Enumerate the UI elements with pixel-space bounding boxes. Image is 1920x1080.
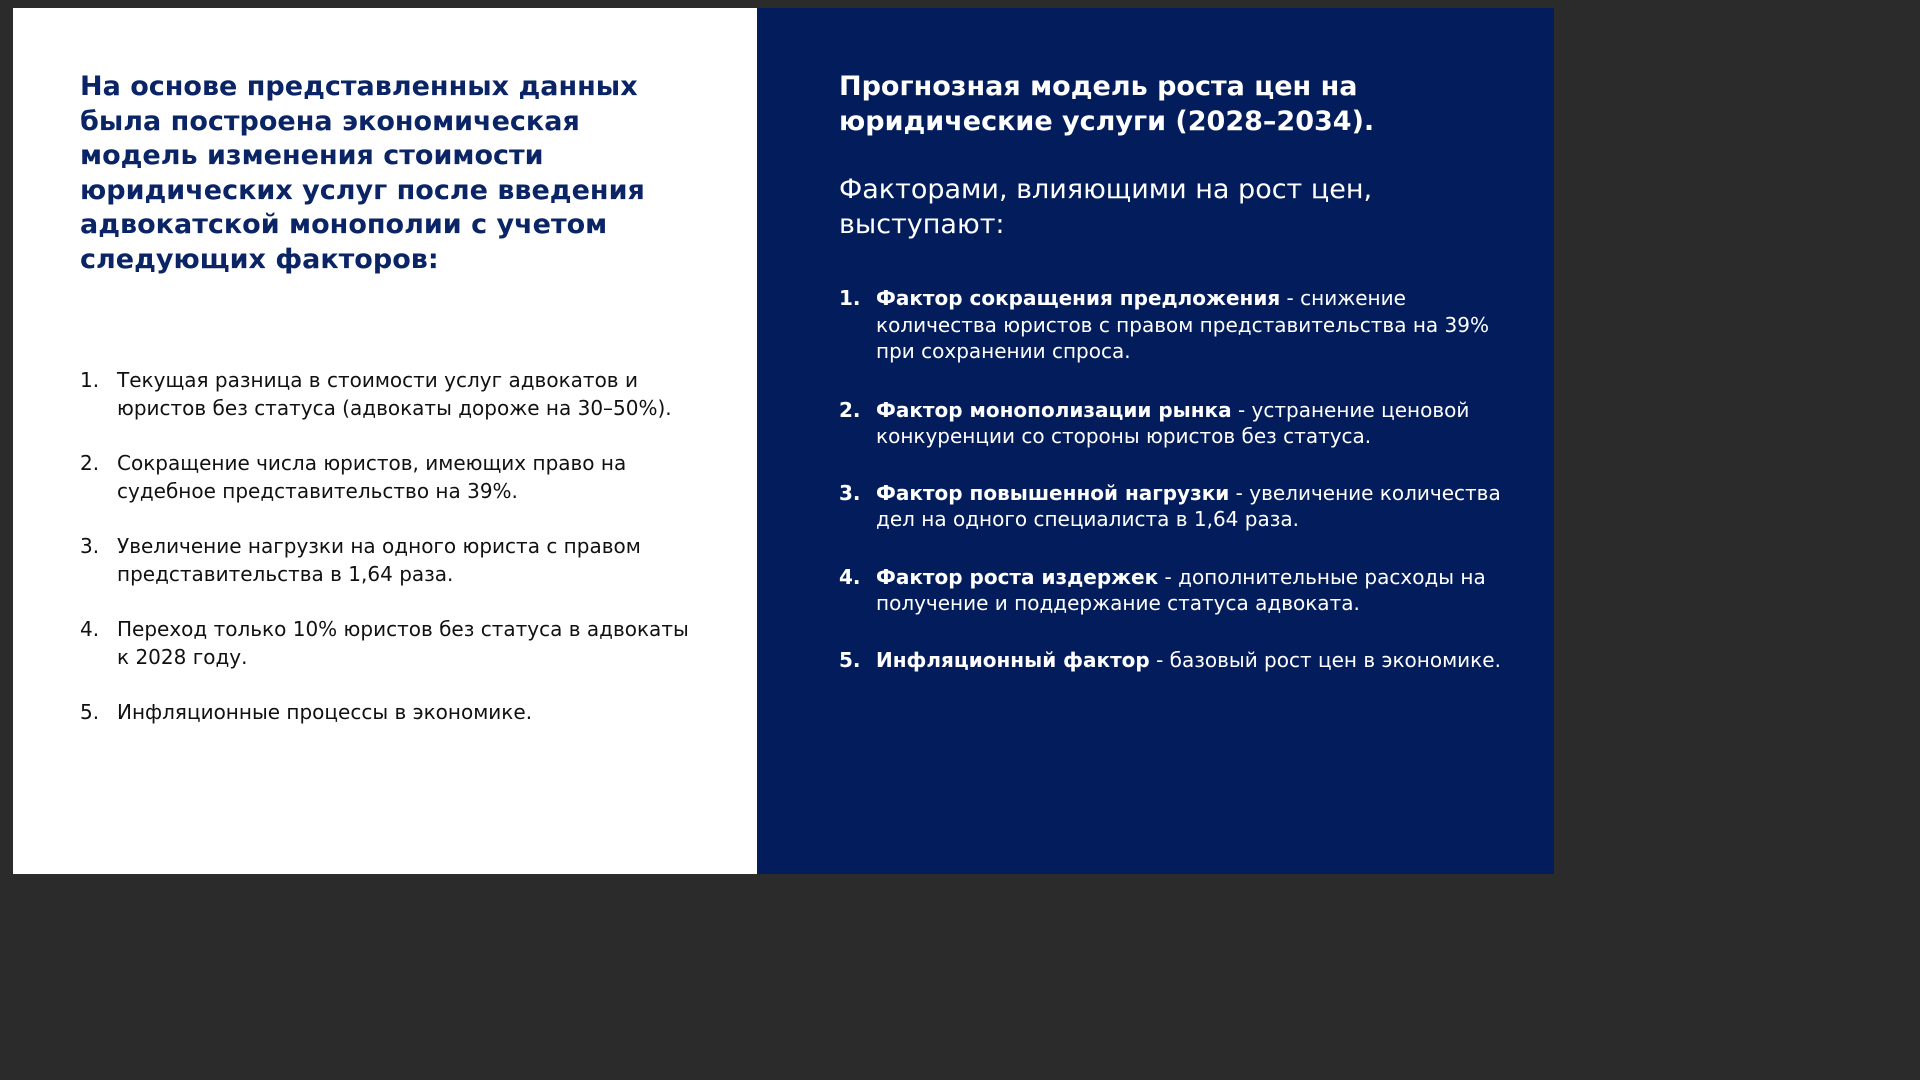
list-item <box>80 367 700 422</box>
list-item-number: 1. <box>839 286 861 310</box>
list-item-text: Переход только 10% юристов без статуса в адвокаты к 2028 году. <box>117 617 689 669</box>
list-item-number: 4. <box>839 564 861 589</box>
factor-description: - устранение ценовой конкуренции со стороны юристов без статуса. <box>876 397 1470 448</box>
list-item <box>839 564 1519 617</box>
list-item-number: 2. <box>80 451 100 475</box>
list-item-number: 5. <box>839 647 861 672</box>
factor-description: - снижение количества юристов с правом представительства на 39% при сохранении спроса. <box>876 286 1489 363</box>
list-item-text: Инфляционные процессы в экономике. <box>117 700 533 724</box>
list-item <box>80 699 700 727</box>
list-item-number: 3. <box>80 534 100 558</box>
factor-term: Фактор повышенной нагрузки <box>876 480 1230 505</box>
list-item <box>80 616 700 671</box>
left-heading: На основе представленных данных была построена экономическая модель изменения стоимости юридических услуг после введения адвокатской монополии с учетом следующих факторов: <box>80 71 645 275</box>
left-factor-list <box>80 367 700 727</box>
factor-term: Фактор сокращения предложения <box>876 286 1281 310</box>
list-item <box>839 285 1519 365</box>
left-panel <box>13 8 757 874</box>
list-item <box>80 533 700 588</box>
factor-term: Фактор роста издержек <box>876 564 1159 589</box>
factor-description: - дополнительные расходы на получение и поддержание статуса адвоката. <box>876 564 1486 615</box>
list-item-number: 1. <box>80 368 100 392</box>
right-panel <box>757 8 1554 874</box>
list-item <box>839 397 1519 450</box>
list-item <box>839 647 1519 674</box>
list-item-number: 5. <box>80 700 100 724</box>
factor-term: Инфляционный фактор <box>876 647 1150 672</box>
right-heading: Прогнозная модель роста цен на юридические услуги (2028–2034). <box>839 71 1375 137</box>
list-item-text: Текущая разница в стоимости услуг адвокатов и юристов без статуса (адвокаты дороже на 30–50%). <box>117 368 672 420</box>
right-subtitle: Факторами, влияющими на рост цен, выступают: <box>839 174 1373 240</box>
list-item <box>839 480 1519 533</box>
list-item-number: 4. <box>80 617 100 641</box>
slide <box>13 8 1554 874</box>
list-item-number: 2. <box>839 397 861 422</box>
list-item-number: 3. <box>839 480 861 505</box>
factor-description: - базовый рост цен в экономике. <box>1149 647 1501 672</box>
factor-term: Фактор монополизации рынка <box>876 397 1232 422</box>
list-item <box>80 450 700 505</box>
factor-description: - увеличение количества дел на одного специалиста в 1,64 раза. <box>876 480 1501 531</box>
list-item-text: Увеличение нагрузки на одного юриста с правом представительства в 1,64 раза. <box>117 534 641 586</box>
right-factor-list <box>839 285 1519 673</box>
list-item-text: Сокращение числа юристов, имеющих право на судебное представительство на 39%. <box>117 451 627 503</box>
